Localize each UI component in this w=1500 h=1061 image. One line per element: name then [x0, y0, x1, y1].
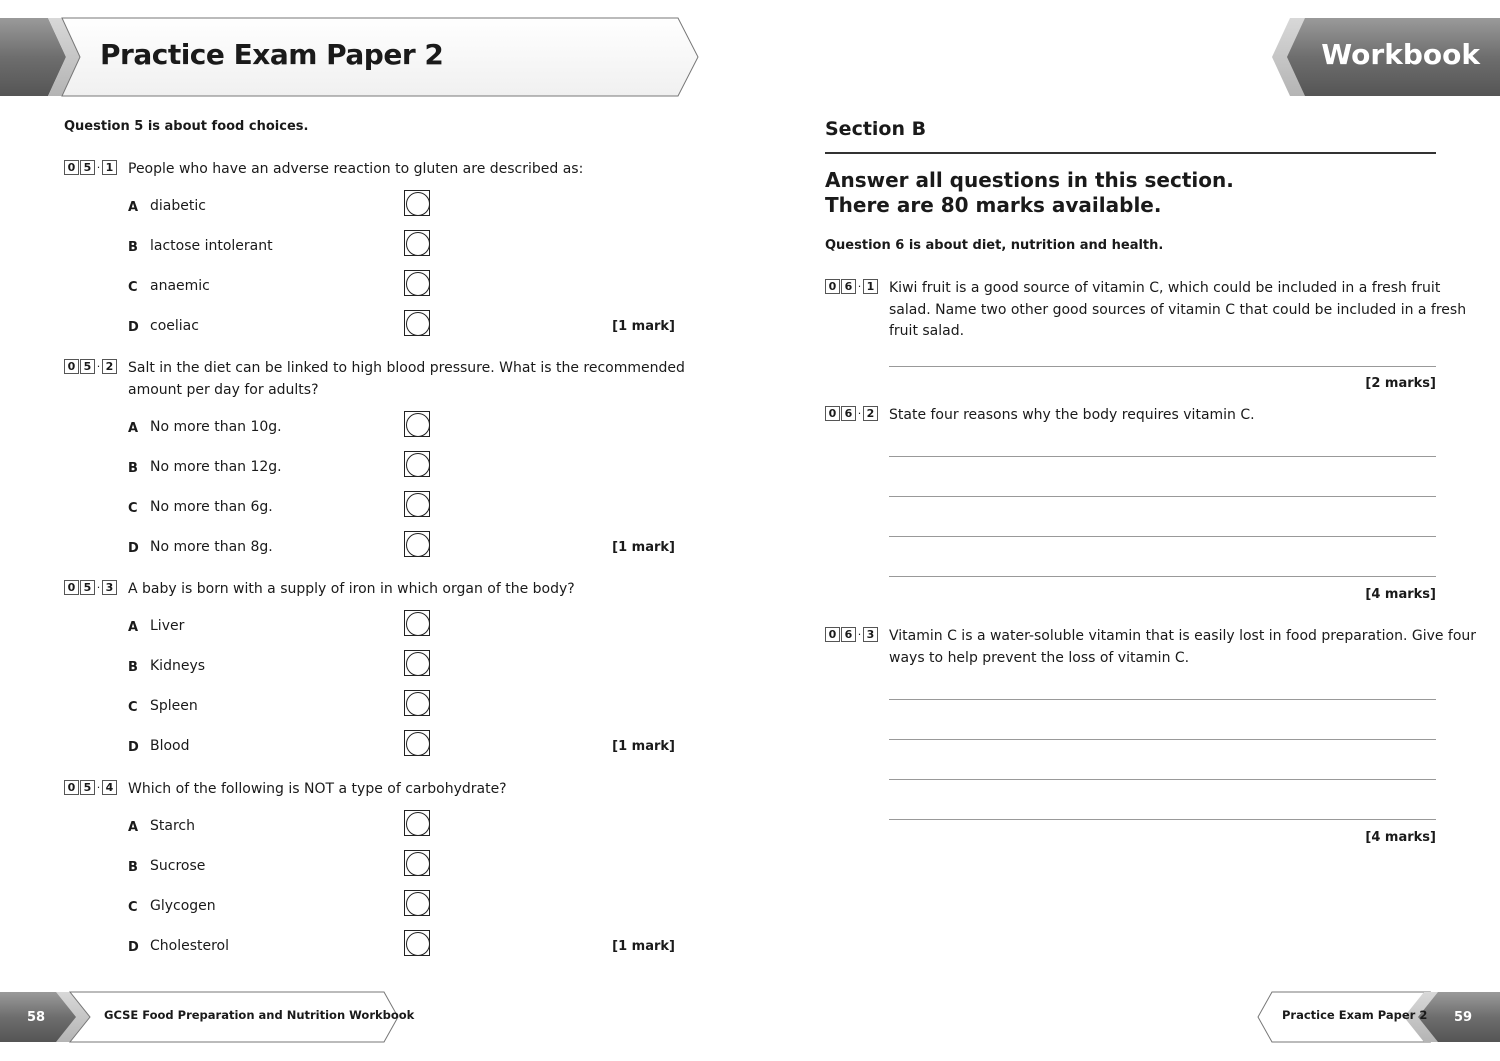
question-number-digit: 4 — [102, 780, 117, 795]
question-5-intro: Question 5 is about food choices. — [64, 119, 309, 134]
question-number-digit: 0 — [64, 160, 79, 175]
question-text: People who have an adverse reaction to gluten are described as: — [128, 161, 584, 177]
option-letter: C — [128, 280, 138, 295]
question-number-digit: 0 — [825, 627, 840, 642]
question-number-digit: 1 — [863, 279, 878, 294]
question-number — [64, 160, 117, 175]
question-number-digit: 3 — [863, 627, 878, 642]
option-letter: D — [128, 541, 139, 556]
marks-label: [1 mark] — [612, 540, 675, 555]
question-number-digit: 5 — [80, 160, 95, 175]
section-title: Section B — [825, 118, 927, 140]
question-number-digit: 6 — [841, 627, 856, 642]
question-text: amount per day for adults? — [128, 382, 319, 398]
question-number-digit: 5 — [80, 359, 95, 374]
marks-label: [4 marks] — [1365, 587, 1436, 602]
option-text: coeliac — [150, 318, 199, 334]
answer-line[interactable] — [889, 496, 1436, 497]
answer-bubble[interactable] — [404, 270, 430, 296]
option-text: anaemic — [150, 278, 210, 294]
answer-bubble[interactable] — [404, 930, 430, 956]
answer-bubble[interactable] — [404, 730, 430, 756]
question-number-digit: 6 — [841, 279, 856, 294]
question-6-intro: Question 6 is about diet, nutrition and health. — [825, 238, 1164, 253]
option-letter: A — [128, 200, 139, 215]
question-number — [825, 406, 878, 421]
question-number-digit: 5 — [80, 780, 95, 795]
question-number-digit: 2 — [102, 359, 117, 374]
option-letter: D — [128, 940, 139, 955]
option-text: No more than 10g. — [150, 419, 282, 435]
option-letter: A — [128, 820, 139, 835]
option-letter: B — [128, 860, 138, 875]
option-letter: A — [128, 620, 139, 635]
question-text: Vitamin C is a water-soluble vitamin that is easily lost in food preparation. Give four — [889, 628, 1477, 644]
question-number — [64, 580, 117, 595]
option-text: Liver — [150, 618, 185, 634]
option-text: Blood — [150, 738, 190, 754]
question-text: A baby is born with a supply of iron in which organ of the body? — [128, 581, 575, 597]
option-letter: C — [128, 900, 138, 915]
option-text: Sucrose — [150, 858, 206, 874]
answer-bubble[interactable] — [404, 650, 430, 676]
option-letter: B — [128, 660, 138, 675]
answer-bubble[interactable] — [404, 531, 430, 557]
question-number-separator: · — [96, 360, 101, 373]
question-number-digit: 2 — [863, 406, 878, 421]
answer-bubble[interactable] — [404, 610, 430, 636]
question-text: Kiwi fruit is a good source of vitamin C, which could be included in a fresh fruit — [889, 280, 1441, 296]
question-number-separator: · — [857, 280, 862, 293]
question-number-digit: 0 — [825, 406, 840, 421]
footer-book-title: GCSE Food Preparation and Nutrition Workbook — [104, 1008, 415, 1022]
option-text: Glycogen — [150, 898, 216, 914]
option-text: No more than 12g. — [150, 459, 282, 475]
answer-bubble[interactable] — [404, 190, 430, 216]
option-text: No more than 6g. — [150, 499, 273, 515]
answer-line[interactable] — [889, 536, 1436, 537]
question-number-digit: 1 — [102, 160, 117, 175]
option-text: Starch — [150, 818, 195, 834]
option-letter: B — [128, 240, 138, 255]
question-text: ways to help prevent the loss of vitamin C. — [889, 649, 1190, 666]
marks-label: [2 marks] — [1365, 376, 1436, 391]
option-letter: D — [128, 740, 139, 755]
instruction-line: There are 80 marks available. — [825, 193, 1162, 217]
section-divider — [825, 152, 1436, 154]
option-text: No more than 8g. — [150, 539, 273, 555]
question-number — [64, 780, 117, 795]
question-number-separator: · — [96, 781, 101, 794]
question-number-digit: 5 — [80, 580, 95, 595]
answer-line[interactable] — [889, 779, 1436, 780]
answer-line[interactable] — [889, 456, 1436, 457]
answer-bubble[interactable] — [404, 810, 430, 836]
question-number-digit: 6 — [841, 406, 856, 421]
answer-bubble[interactable] — [404, 230, 430, 256]
answer-bubble[interactable] — [404, 690, 430, 716]
footer-paper-title: Practice Exam Paper 2 — [1282, 1008, 1428, 1022]
answer-bubble[interactable] — [404, 850, 430, 876]
page-number-left: 58 — [27, 1010, 46, 1025]
question-number-separator: · — [96, 581, 101, 594]
answer-line[interactable] — [889, 366, 1436, 367]
option-letter: B — [128, 461, 138, 476]
option-letter: C — [128, 700, 138, 715]
option-text: lactose intolerant — [150, 238, 273, 254]
option-text: Spleen — [150, 698, 198, 714]
answer-line[interactable] — [889, 819, 1436, 820]
question-number-separator: · — [857, 407, 862, 420]
marks-label: [4 marks] — [1365, 830, 1436, 845]
marks-label: [1 mark] — [612, 939, 675, 954]
answer-bubble[interactable] — [404, 451, 430, 477]
question-text: Salt in the diet can be linked to high blood pressure. What is the recommended — [128, 360, 685, 376]
workbook-tag: Workbook — [1321, 38, 1480, 71]
marks-label: [1 mark] — [612, 739, 675, 754]
question-number — [64, 359, 117, 374]
question-text: fruit salad. — [889, 323, 965, 339]
answer-bubble[interactable] — [404, 411, 430, 437]
answer-line[interactable] — [889, 739, 1436, 740]
question-number-separator: · — [857, 628, 862, 641]
question-number-digit: 0 — [825, 279, 840, 294]
question-number — [825, 627, 878, 642]
marks-label: [1 mark] — [612, 319, 675, 334]
option-text: diabetic — [150, 198, 206, 214]
question-number-digit: 0 — [64, 359, 79, 374]
question-text: salad. Name two other good sources of vitamin C that could be included in a fresh — [889, 301, 1467, 318]
answer-bubble[interactable] — [404, 890, 430, 916]
option-letter: C — [128, 501, 138, 516]
answer-line[interactable] — [889, 699, 1436, 700]
option-letter: A — [128, 421, 139, 436]
answer-bubble[interactable] — [404, 310, 430, 336]
instruction-line: Answer all questions in this section. — [825, 168, 1234, 192]
question-text: State four reasons why the body requires vitamin C. — [889, 407, 1255, 423]
question-number-separator: · — [96, 161, 101, 174]
option-letter: D — [128, 320, 139, 335]
question-number — [825, 279, 878, 294]
question-text: Which of the following is NOT a type of carbohydrate? — [128, 781, 507, 797]
question-number-digit: 3 — [102, 580, 117, 595]
question-number-digit: 0 — [64, 780, 79, 795]
answer-bubble[interactable] — [404, 491, 430, 517]
page-number-right: 59 — [1454, 1010, 1473, 1025]
question-number-digit: 0 — [64, 580, 79, 595]
section-instructions — [825, 168, 1234, 218]
option-text: Cholesterol — [150, 938, 230, 954]
page-title: Practice Exam Paper 2 — [100, 38, 444, 71]
option-text: Kidneys — [150, 658, 206, 674]
answer-line[interactable] — [889, 576, 1436, 577]
